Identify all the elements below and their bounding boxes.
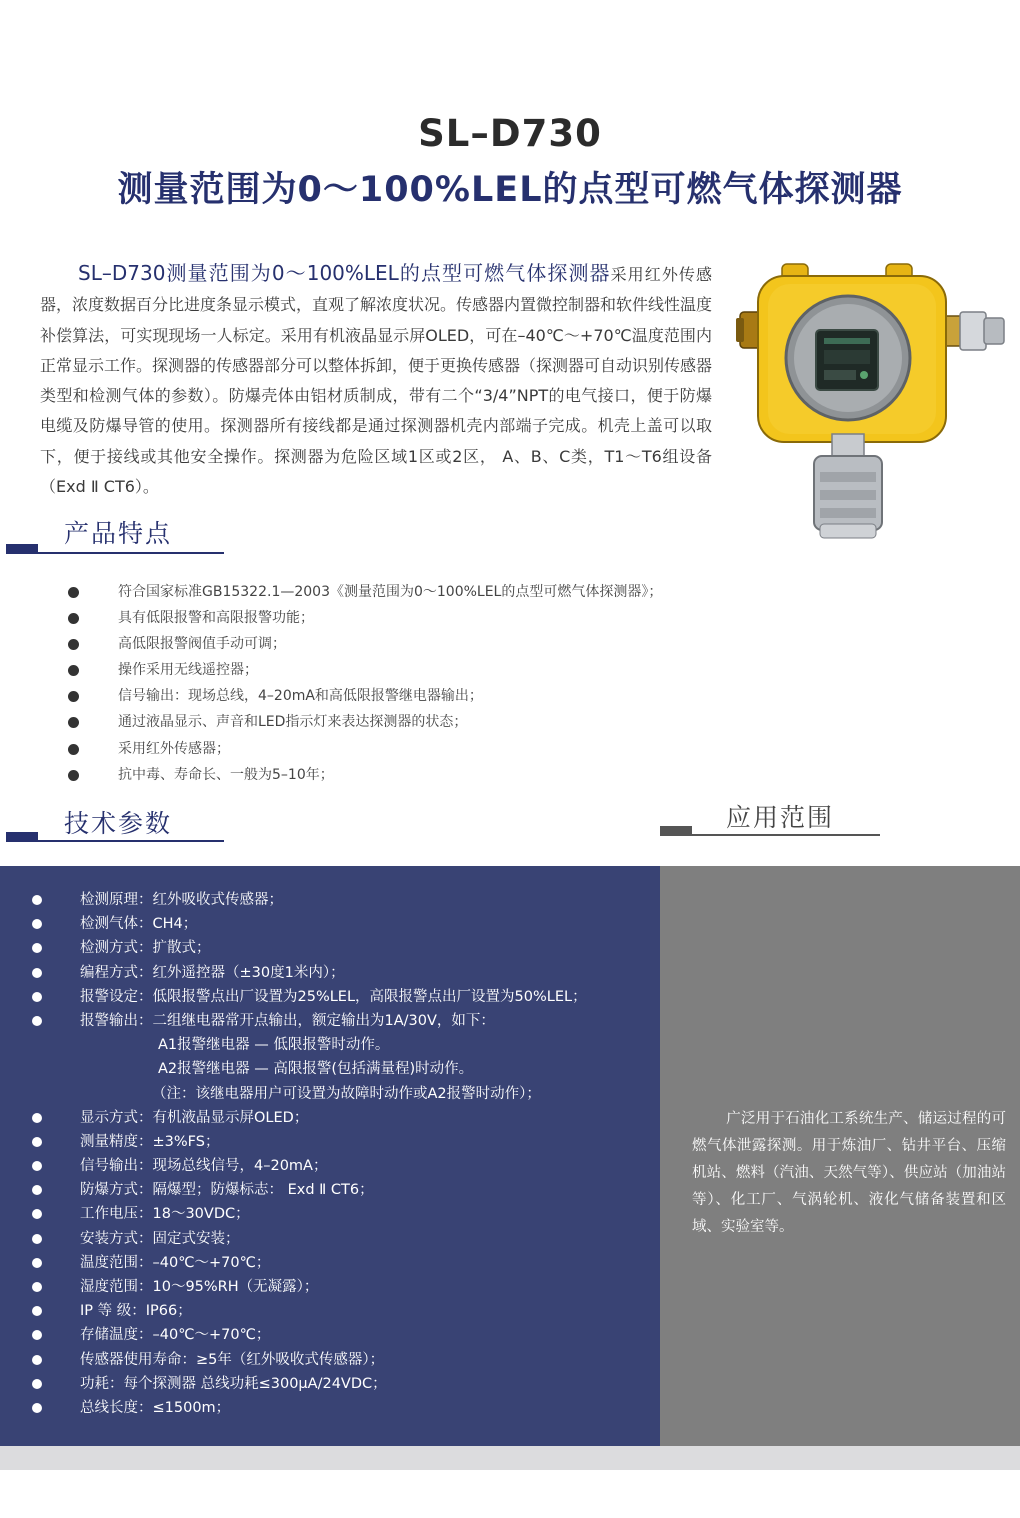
- section-underline: [38, 840, 224, 842]
- bullet-icon: [32, 1234, 42, 1244]
- bullet-icon: [68, 613, 79, 624]
- product-subtitle: 测量范围为0～100%LEL的点型可燃气体探测器: [117, 170, 903, 210]
- bullet-icon: [32, 1185, 42, 1195]
- spec-item: 功耗：每个探测器 总线功耗≤300μA/24VDC；: [32, 1372, 652, 1396]
- spec-item: 信号输出：现场总线信号，4–20mA；: [32, 1154, 652, 1178]
- intro-lead: SL–D730测量范围为0～100%LEL的点型可燃气体探测器: [78, 261, 611, 285]
- spec-item: 检测原理：红外吸收式传感器；: [32, 888, 652, 912]
- features-title: 产品特点: [64, 519, 173, 548]
- feature-item: 信号输出：现场总线，4–20mA和高低限报警继电器输出；: [68, 683, 768, 709]
- spec-item: 报警输出：二组继电器常开点输出，额定输出为1A/30V，如下：: [32, 1009, 652, 1033]
- applications-header: [660, 794, 882, 836]
- feature-item: 具有低限报警和高限报警功能；: [68, 605, 768, 631]
- spec-item: 温度范围：–40℃～+70℃；: [32, 1251, 652, 1275]
- spec-item: 检测方式：扩散式；: [32, 936, 652, 960]
- bullet-icon: [32, 1282, 42, 1292]
- spec-subitem: A1报警继电器 — 低限报警时动作。: [158, 1037, 390, 1054]
- spec-item: 工作电压：18～30VDC；: [32, 1202, 652, 1226]
- bullet-icon: [68, 691, 79, 702]
- bullet-icon: [68, 587, 79, 598]
- bullet-icon: [32, 968, 42, 978]
- spec-item: 总线长度：≤1500m；: [32, 1396, 652, 1420]
- bullet-icon: [68, 770, 79, 781]
- feature-item: 采用红外传感器；: [68, 736, 768, 762]
- bullet-icon: [32, 1137, 42, 1147]
- spec-item: 编程方式：红外遥控器（±30度1米内）；: [32, 961, 652, 985]
- bullet-icon: [32, 1016, 42, 1026]
- bullet-icon: [68, 744, 79, 755]
- spec-item: 报警设定：低限报警点出厂设置为25%LEL，高限报警点出厂设置为50%LEL；: [32, 985, 652, 1009]
- bullet-icon: [32, 919, 42, 929]
- bullet-icon: [32, 1355, 42, 1365]
- specs-list: [32, 888, 652, 1420]
- spec-item: 显示方式：有机液晶显示屏OLED；: [32, 1106, 652, 1130]
- specs-title: 技术参数: [64, 809, 173, 838]
- applications-text: 广泛用于石油化工系统生产、储运过程的可燃气体泄露探测。用于炼油厂、钻井平台、压缩机站、燃料（汽油、天然气等）、供应站（加油站等）、化工厂、气涡轮机、液化气储备装置和区域、实验室等。: [692, 1111, 1006, 1235]
- bullet-icon: [32, 1258, 42, 1268]
- spec-item: IP 等 级：IP66；: [32, 1299, 652, 1323]
- spec-item: 测量精度：±3%FS；: [32, 1130, 652, 1154]
- section-bar-accent: [6, 544, 38, 554]
- section-underline: [38, 552, 224, 554]
- spec-item: 检测气体：CH4；: [32, 912, 652, 936]
- spec-item: 安装方式：固定式安装；: [32, 1227, 652, 1251]
- specs-header: [6, 800, 226, 842]
- intro-paragraph: [40, 258, 712, 502]
- features-header: [6, 512, 226, 554]
- feature-item: 高低限报警阀值手动可调；: [68, 631, 768, 657]
- bullet-icon: [32, 943, 42, 953]
- spec-item: 传感器使用寿命：≥5年（红外吸收式传感器）；: [32, 1348, 652, 1372]
- spec-item: 存储温度：–40℃～+70℃；: [32, 1323, 652, 1347]
- section-bar-accent: [660, 826, 692, 836]
- bullet-icon: [32, 992, 42, 1002]
- bottom-strip: [0, 1446, 1020, 1470]
- bullet-icon: [32, 1379, 42, 1389]
- bullet-icon: [68, 665, 79, 676]
- intro-body: 采用红外传感器，浓度数据百分比进度条显示模式，直观了解浓度状况。传感器内置微控制器和软件线性温度补偿算法，可实现现场一人标定。采用有机液晶显示屏OLED，可在–40℃～+70℃温度范围内正常显示工作。探测器的传感器部分可以整体拆卸，便于更换传感器（探测器可自动识别传感器类型和检测气体的参数）。防爆壳体由铝材质制成，带有二个“3/4”NPT的电气接口，便于防爆电缆及防爆导管的使用。探测器所有接线都是通过探测器机壳内部端子完成。机壳上盖可以取下，便于接线或其他安全操作。探测器为危险区域1区或2区， A、B、C类，T1～T6组设备（Exd Ⅱ CT6）。: [40, 265, 713, 497]
- feature-item: 抗中毒、寿命长、一般为5–10年；: [68, 762, 768, 788]
- applications-title: 应用范围: [726, 803, 835, 832]
- section-bar-accent: [6, 832, 38, 842]
- feature-item: 操作采用无线遥控器；: [68, 657, 768, 683]
- bullet-icon: [32, 1330, 42, 1340]
- bullet-icon: [68, 717, 79, 728]
- feature-item: 符合国家标准GB15322.1—2003《测量范围为0～100%LEL的点型可燃气体探测器》；: [68, 579, 768, 605]
- bullet-icon: [32, 895, 42, 905]
- feature-item: 通过液晶显示、声音和LED指示灯来表达探测器的状态；: [68, 709, 768, 735]
- bullet-icon: [32, 1306, 42, 1316]
- spec-item: 防爆方式：隔爆型；防爆标志： Exd Ⅱ CT6；: [32, 1178, 652, 1202]
- gas-detector-image: [734, 258, 1010, 550]
- section-underline: [692, 834, 880, 836]
- bullet-icon: [32, 1161, 42, 1171]
- spec-item: 湿度范围：10～95%RH（无凝露）；: [32, 1275, 652, 1299]
- spec-subitem: A2报警继电器 — 高限报警(包括满量程)时动作。: [158, 1061, 474, 1078]
- features-list: [68, 579, 768, 788]
- product-model-title: SL–D730: [418, 112, 602, 155]
- bullet-icon: [32, 1113, 42, 1123]
- bullet-icon: [68, 639, 79, 650]
- bullet-icon: [32, 1209, 42, 1219]
- bullet-icon: [32, 1403, 42, 1413]
- spec-subitem: （注：该继电器用户可设置为故障时动作或A2报警时动作）；: [152, 1085, 541, 1102]
